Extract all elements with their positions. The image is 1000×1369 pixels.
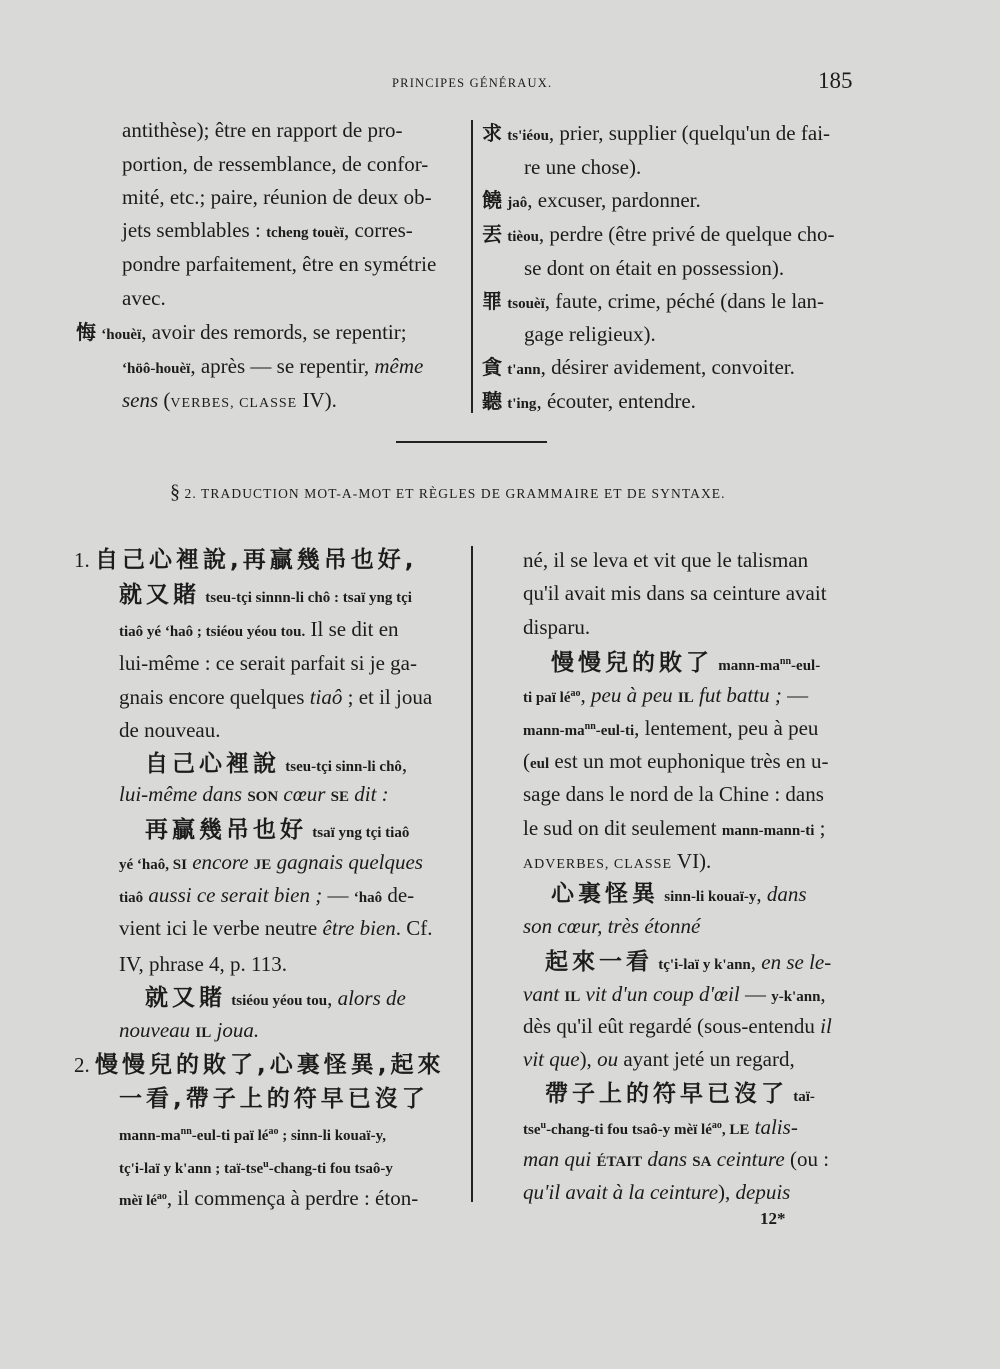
text-line: 2. 慢慢兒的敗了,心裏怪異,起來 — [74, 1052, 445, 1078]
text-line: 一看,帶子上的符早已沒了 — [119, 1086, 429, 1112]
column-divider-top — [471, 120, 473, 413]
text-line: avec. — [122, 286, 166, 310]
section-rule — [396, 441, 547, 443]
text-line: antithèse); être en rapport de pro- — [122, 118, 403, 142]
text-line: jets semblables : tcheng touèï, corres- — [122, 218, 413, 242]
page-number: 185 — [818, 68, 853, 93]
text-line: qu'il avait à la ceinture), depuis — [523, 1180, 791, 1204]
text-line: 聽 t'ing, écouter, entendre. — [482, 389, 696, 413]
text-line: portion, de ressemblance, de confor- — [122, 152, 429, 176]
text-line: qu'il avait mis dans sa ceinture avait — [523, 581, 827, 605]
text-line: vit que), ou ayant jeté un regard, — [523, 1047, 795, 1071]
text-line: 就又賭 tsiéou yéou tou, alors de — [145, 985, 406, 1011]
text-line: sage dans le nord de la Chine : dans — [523, 782, 824, 806]
text-line: vant IL vit d'un coup d'œil — y-k'ann, — [523, 982, 826, 1006]
text-line: 心裏怪異 sinn-li kouaï-y, dans — [551, 881, 807, 907]
section-symbol: § — [170, 481, 180, 503]
text-line: IV, phrase 4, p. 113. — [119, 952, 287, 976]
text-line: tiaô aussi ce serait bien ; — ʻhaô de- — [119, 883, 415, 907]
text-line: se dont on était en possession). — [524, 256, 785, 280]
text-line: gage religieux). — [524, 322, 656, 346]
text-line: le sud on dit seulement mann-mann-ti ; — [523, 816, 826, 840]
text-line: 丟 tièou, perdre (être privé de quelque cho- — [482, 222, 835, 246]
text-line: 罪 tsouèï, faute, crime, péché (dans le lan- — [482, 289, 825, 313]
text-line: mité, etc.; paire, réunion de deux ob- — [122, 185, 432, 209]
text-line: mann-$ma^{nn}-eul-ti$, lentement, peu à peu — [523, 716, 819, 740]
signature-mark: 12* — [760, 1209, 786, 1228]
text-line: vient ici le verbe neutre être bien. Cf. — [119, 916, 433, 940]
text-line: 饒 jaô, excuser, pardonner. — [482, 188, 701, 212]
text-line: 慢慢兒的敗了 mann-$ma^{nn}-eul-$ — [551, 650, 821, 676]
section-heading — [170, 481, 726, 504]
text-line: son cœur, très étonné — [523, 914, 701, 938]
text-line: nouveau IL joua. — [119, 1018, 260, 1042]
text-line: 帶子上的符早已沒了 taï- — [545, 1081, 815, 1107]
running-title: PRINCIPES GÉNÉRAUX. — [392, 76, 553, 90]
text-line: ti paï $lé^{ao}$, peu à peu IL fut battu ; — — [523, 683, 809, 707]
text-line: 再贏幾吊也好 tsaï yng tçi tiaô — [145, 817, 410, 843]
text-line: 悔 ʻhouèï, avoir des remords, se repentir; — [76, 320, 407, 344]
text-line: gnais encore quelques tiaô ; et il joua — [119, 685, 433, 709]
text-line: man qui ÉTAIT dans SA ceinture (ou : — [523, 1147, 830, 1171]
text-line: (eul est un mot euphonique très en u- — [523, 749, 829, 773]
text-line: 就又賭 tseu-tçi sinnn-li chô : tsaï yng tçi — [119, 582, 412, 608]
text-line: ʻhöô-houèï, après — se repentir, même — [122, 354, 424, 378]
text-line: disparu. — [523, 615, 591, 639]
text-line: mann-$ma^{nn}-eul-ti$ paï $lé^{ao}$ ; sinn-li kouaï-y, — [119, 1126, 386, 1144]
text-line: de nouveau. — [119, 718, 221, 742]
text-line: né, il se leva et vit que le talisman — [523, 548, 809, 572]
text-line: tse$^u$-chang-ti fou tsaô-y mèï $lé^{ao}$, LE talis- — [523, 1115, 798, 1139]
text-line: 自己心裡說 tseu-tçi sinn-li chô, — [145, 751, 408, 777]
text-line: yé ʻhaô, SI encore JE gagnais quelques — [119, 850, 423, 874]
text-line: sens (VERBES, CLASSE IV). — [122, 388, 337, 412]
text-line: 貪 t'ann, désirer avidement, convoiter. — [482, 355, 795, 379]
text-line: pondre parfaitement, être en symétrie — [122, 252, 437, 276]
text-line: dès qu'il eût regardé (sous-entendu il — [523, 1014, 832, 1038]
text-line: lui-même : ce serait parfait si je ga- — [119, 651, 417, 675]
text-line: 起來一看 tç'i-laï y k'ann, en se le- — [545, 949, 832, 975]
text-line: re une chose). — [524, 155, 642, 179]
text-line: ADVERBES, CLASSE VI). — [523, 849, 712, 873]
text-line: 求 ts'iéou, prier, supplier (quelqu'un de fai- — [482, 121, 831, 145]
text-line: tiaô yé ʻhaô ; tsiéou yéou tou. Il se dit en — [119, 617, 399, 641]
text-line: 1. 自己心裡說,再贏幾吊也好, — [74, 547, 418, 573]
section-title: 2. TRADUCTION MOT-A-MOT ET RÈGLES DE GRAMMAIRE ET DE SYNTAXE. — [184, 486, 726, 501]
text-line: mèï $lé^{ao}$, il commença à perdre : éton- — [119, 1186, 419, 1210]
text-line: tç'i-laï y k'ann ; taï-tse$^u$-chang-ti fou tsaô-y — [119, 1159, 393, 1177]
column-divider-bottom — [471, 546, 473, 1202]
text-line: lui-même dans SON cœur SE dit : — [119, 782, 389, 806]
